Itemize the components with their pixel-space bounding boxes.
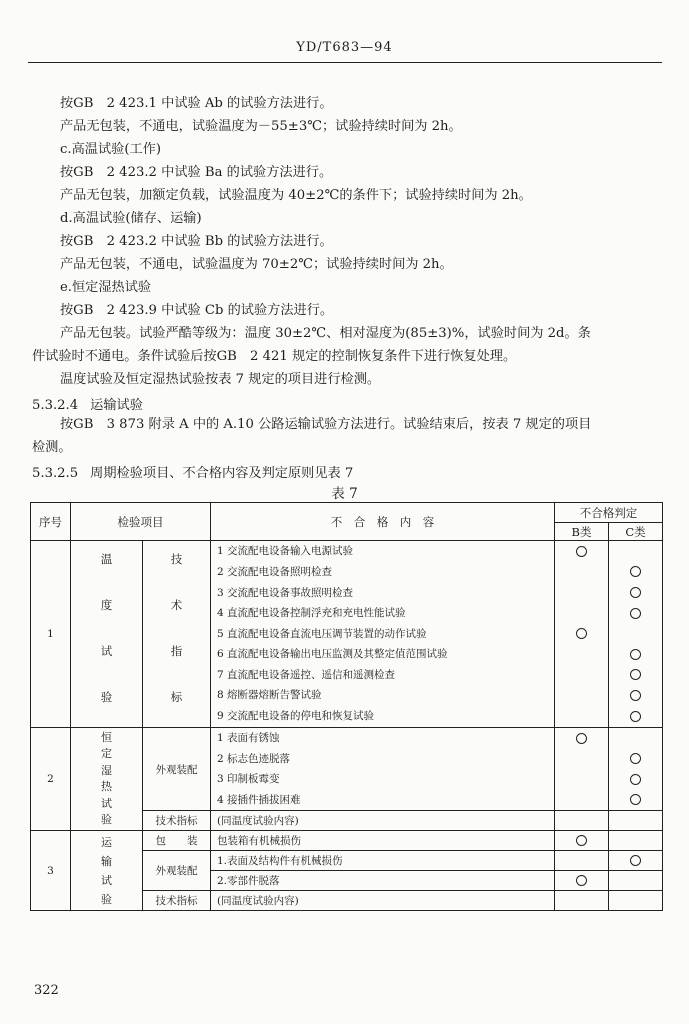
list-item: 2 标志色迹脱落 xyxy=(217,752,291,765)
list-item: 9 交流配电设备的停电和恢复试验 xyxy=(217,710,375,723)
damp-heat-test-label: 恒 定 湿 热 试 验 xyxy=(71,728,143,831)
circle-mark xyxy=(630,690,641,701)
paragraph: 按GB 3 873 附录 A 中的 A.10 公路运输试验方法进行。试验结束后，按表 7 规定的项目 xyxy=(60,417,592,432)
transport-test-label: 运 输 试 验 xyxy=(71,831,143,911)
table-row-group-2 xyxy=(31,728,663,811)
col-header-b: B类 xyxy=(555,523,609,541)
col-header-c: C类 xyxy=(609,523,663,541)
list-item: 7 直流配电设备遥控、遥信和遥测检查 xyxy=(217,668,396,681)
judge-c-cell xyxy=(609,851,663,871)
paragraph: 检测。 xyxy=(32,440,72,455)
judge-c-column xyxy=(609,541,663,728)
paragraph: e.恒定湿热试验 xyxy=(60,280,152,295)
page-number: 322 xyxy=(34,983,59,998)
list-item: 3 印制板霉变 xyxy=(217,773,280,786)
judge-c-column xyxy=(609,728,663,811)
paragraph: 按GB 2 423.2 中试验 Ba 的试验方法进行。 xyxy=(60,165,333,180)
paragraph: 产品无包装，不通电，试验温度为 70±2℃；试验持续时间为 2h。 xyxy=(60,257,453,272)
paragraph: c.高温试验(工作) xyxy=(60,142,161,157)
paragraph: 件试验时不通电。条件试验后按GB 2 421 规定的控制恢复条件下进行恢复处理。 xyxy=(32,349,517,364)
circle-mark xyxy=(576,628,587,639)
failure-content: (同温度试验内容) xyxy=(211,891,555,911)
circle-mark xyxy=(630,711,641,722)
paragraph: 按GB 2 423.1 中试验 Ab 的试验方法进行。 xyxy=(60,96,333,111)
paragraph: 按GB 2 423.9 中试验 Cb 的试验方法进行。 xyxy=(60,303,334,318)
failure-content: 2.零部件脱落 xyxy=(211,871,555,891)
list-item: 1 交流配电设备输入电源试验 xyxy=(217,545,354,558)
section-title: 运输试验 xyxy=(90,398,143,413)
table-row-group-1 xyxy=(31,541,663,728)
col-header-no: 序号 xyxy=(31,503,71,541)
circle-mark xyxy=(630,794,641,805)
list-item: 4 接插件插拔困难 xyxy=(217,793,301,806)
row-no: 1 xyxy=(31,541,71,728)
appearance-assembly-label: 外观装配 xyxy=(143,851,211,891)
circle-mark xyxy=(630,753,641,764)
judge-b-column xyxy=(555,541,609,728)
circle-mark xyxy=(576,875,587,886)
page-header: YD/T683—94 xyxy=(296,40,393,55)
circle-mark xyxy=(630,649,641,660)
judge-b-cell xyxy=(555,831,609,851)
circle-mark xyxy=(576,835,587,846)
section-number: 5.3.2.5 xyxy=(32,466,79,481)
row-no: 3 xyxy=(31,831,71,911)
packaging-label: 包 装 xyxy=(143,831,211,851)
list-item: 2 交流配电设备照明检查 xyxy=(217,565,333,578)
list-item: 4 直流配电设备控制浮充和充电性能试验 xyxy=(217,607,406,620)
section-5-3-2-5 xyxy=(32,462,353,481)
appearance-assembly-label: 外观装配 xyxy=(143,728,211,811)
header-rule xyxy=(28,62,662,63)
row-no: 2 xyxy=(31,728,71,831)
paragraph: 按GB 2 423.2 中试验 Bb 的试验方法进行。 xyxy=(60,234,333,249)
paragraph: 产品无包装。试验严酷等级为：温度 30±2℃、相对湿度为(85±3)%，试验时间为 2d。条 xyxy=(60,326,591,341)
failure-content: 包装箱有机械损伤 xyxy=(211,831,555,851)
col-header-item: 检验项目 xyxy=(71,503,211,541)
table-row-group-3 xyxy=(31,831,663,851)
circle-mark xyxy=(576,733,587,744)
table-7 xyxy=(30,502,663,911)
circle-mark xyxy=(630,587,641,598)
section-title: 周期检验项目、不合格内容及判定原则见表 7 xyxy=(90,466,354,481)
judge-b-cell xyxy=(555,871,609,891)
section-number: 5.3.2.4 xyxy=(32,398,79,413)
paragraph: 温度试验及恒定湿热试验按表 7 规定的项目进行检测。 xyxy=(60,372,381,387)
paragraph: 产品无包装，加额定负载，试验温度为 40±2℃的条件下；试验持续时间为 2h。 xyxy=(60,188,532,203)
circle-mark xyxy=(630,774,641,785)
list-item: 1 表面有锈蚀 xyxy=(217,732,280,744)
list-item: 6 直流配电设备输出电压监测及其整定值范围试验 xyxy=(217,648,448,661)
col-header-content: 不 合 格 内 容 xyxy=(211,503,555,541)
circle-mark xyxy=(630,566,641,577)
failure-content xyxy=(211,541,555,728)
list-item: 3 交流配电设备事故照明检查 xyxy=(217,586,354,599)
judge-b-column xyxy=(555,728,609,811)
list-item: 8 熔断器熔断告警试验 xyxy=(217,689,322,702)
temperature-test-label: 温 度 试 验 xyxy=(71,541,143,728)
failure-content xyxy=(211,728,555,811)
tech-index-label: 技 术 指 标 xyxy=(143,541,211,728)
circle-mark xyxy=(576,546,587,557)
failure-content: 1.表面及结构件有机械损伤 xyxy=(211,851,555,871)
circle-mark xyxy=(630,608,641,619)
tech-index-label: 技术指标 xyxy=(143,811,211,831)
paragraph: d.高温试验(储存、运输) xyxy=(60,211,202,226)
list-item: 5 直流配电设备直流电压调节装置的动作试验 xyxy=(217,627,427,640)
tech-index-label: 技术指标 xyxy=(143,891,211,911)
col-header-judge: 不合格判定 xyxy=(555,503,663,523)
table-caption: 表 7 xyxy=(331,486,358,502)
paragraph: 产品无包装，不通电，试验温度为－55±3℃；试验持续时间为 2h。 xyxy=(60,119,462,134)
circle-mark xyxy=(630,855,641,866)
circle-mark xyxy=(630,669,641,680)
failure-content: (同温度试验内容) xyxy=(211,811,555,831)
section-5-3-2-4 xyxy=(32,394,143,413)
